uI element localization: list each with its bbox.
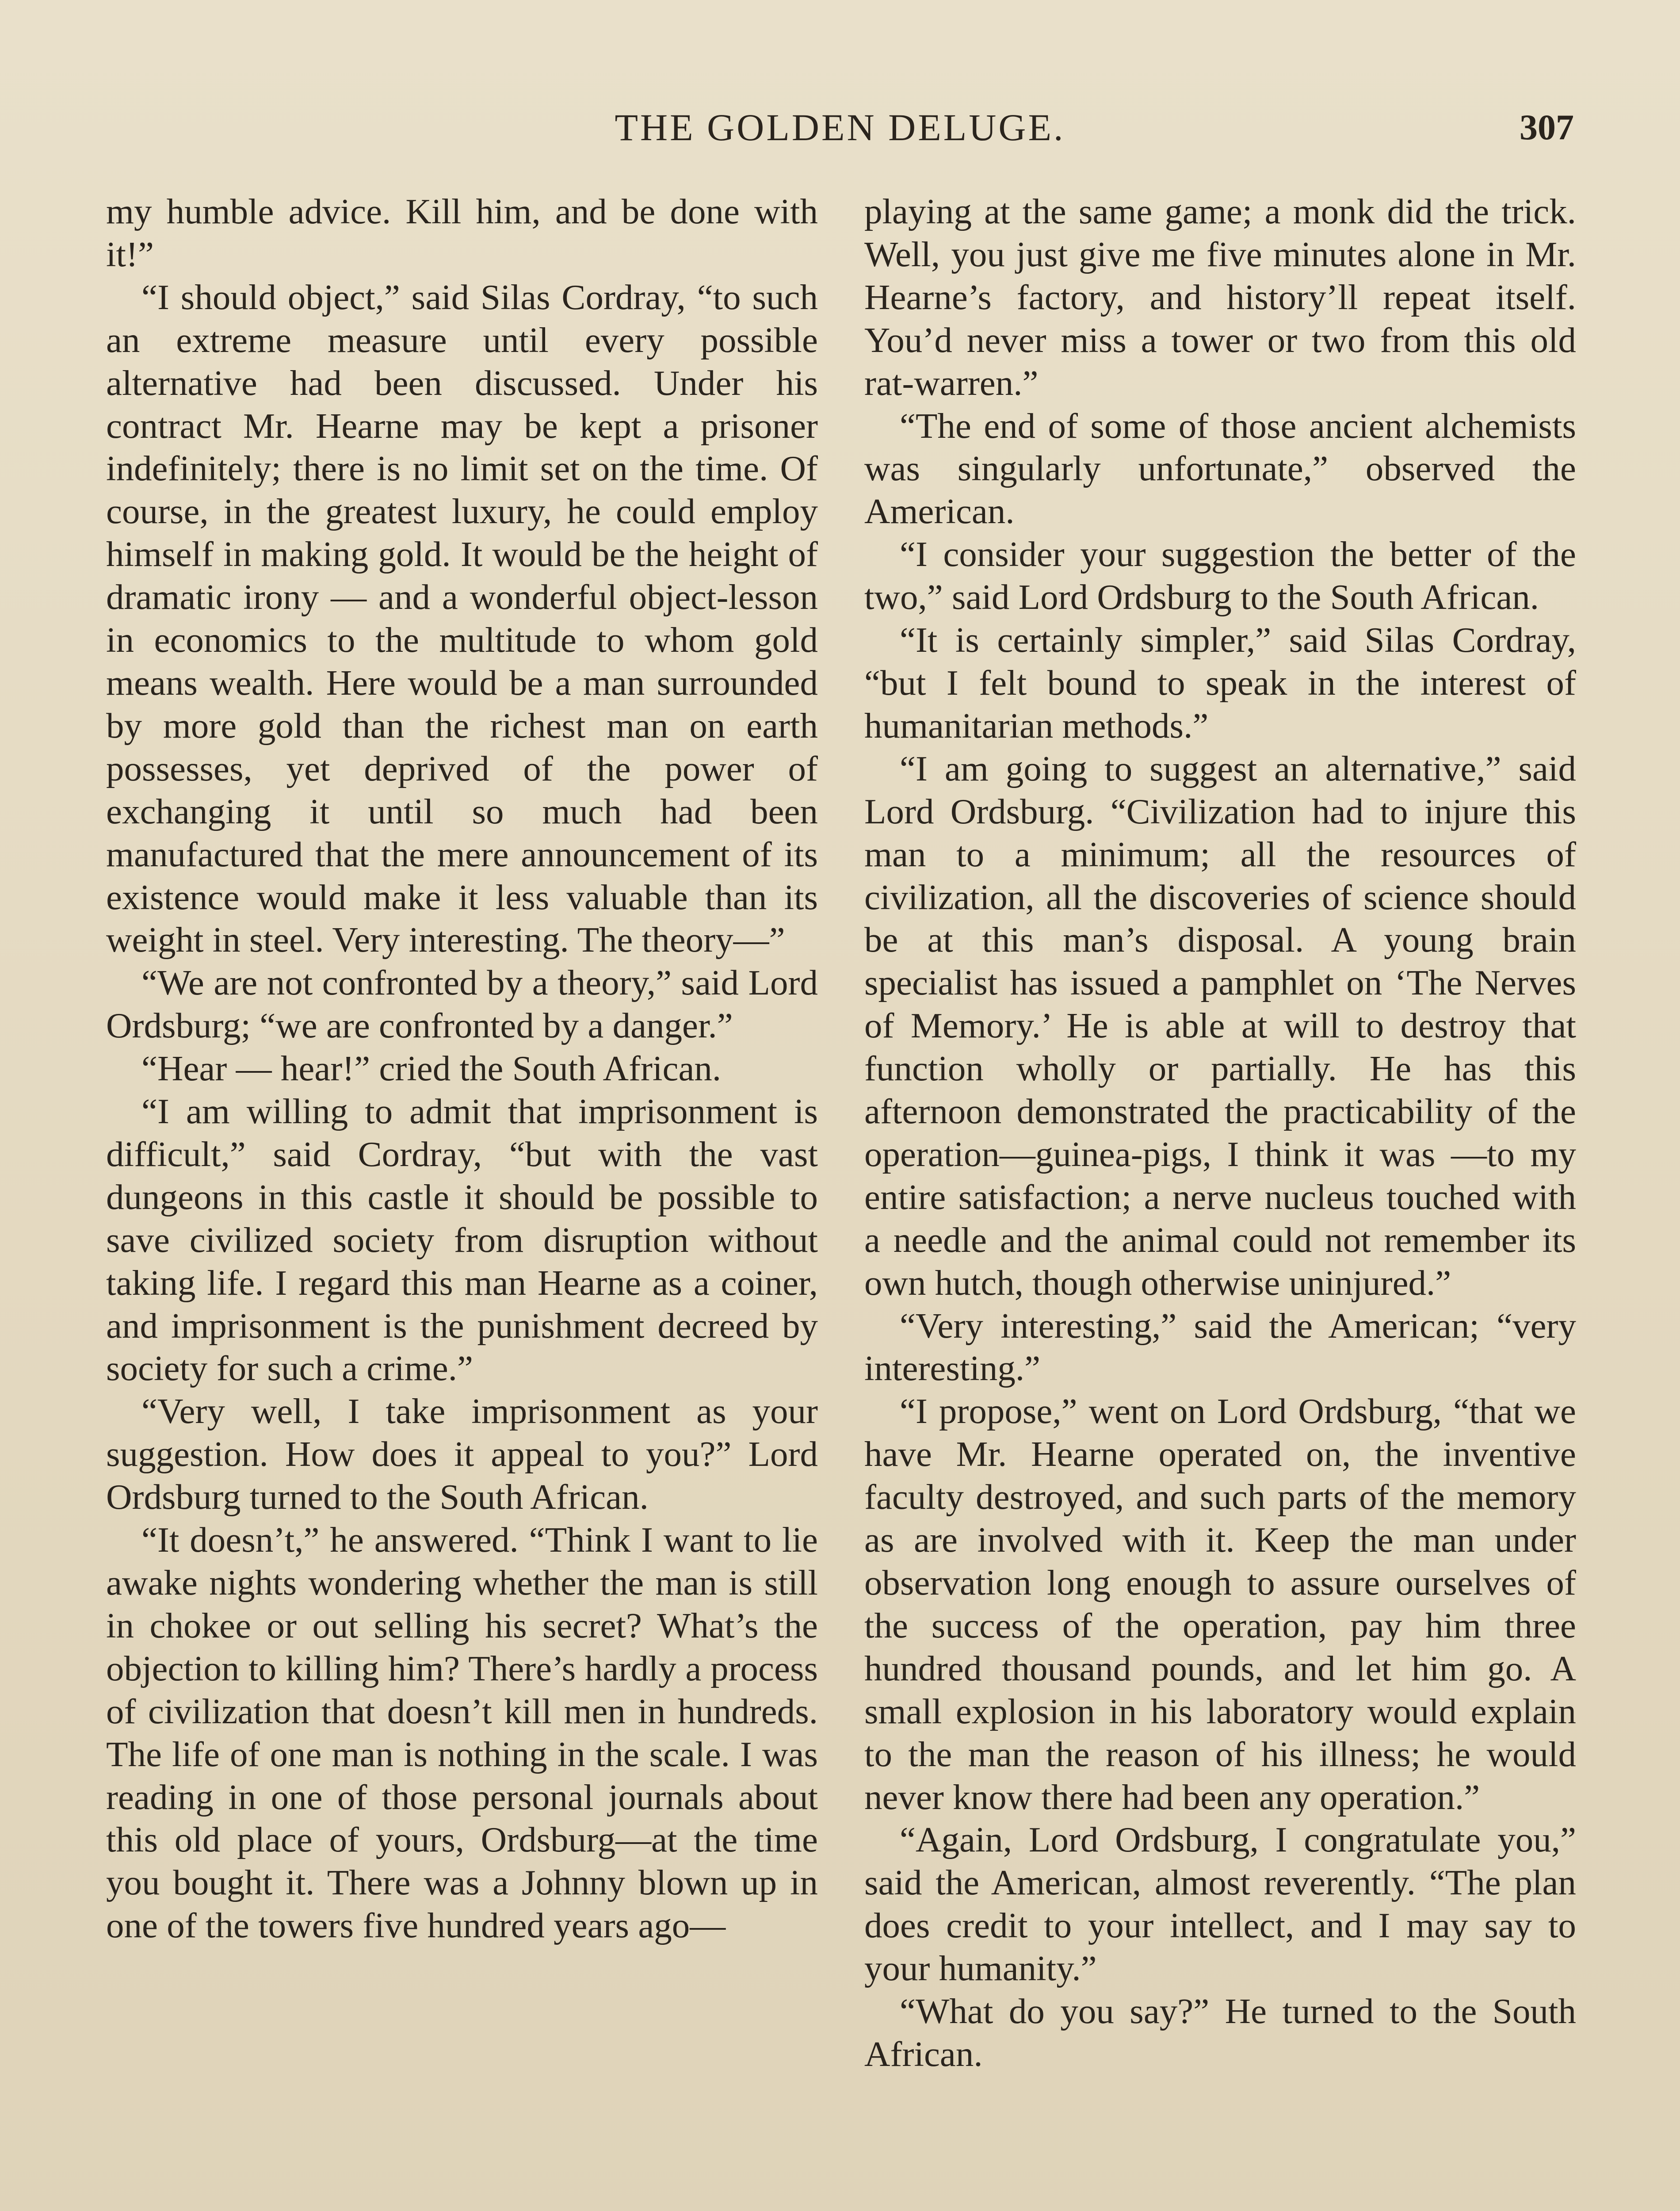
right-column (864, 190, 1576, 2076)
paragraph: “We are not confronted by a theory,” said Lord Ordsburg; “we are confronted by a danger.” (106, 963, 818, 1046)
page-number: 307 (1520, 107, 1574, 147)
paragraph: “What do you say?” He turned to the South African. (864, 1991, 1576, 2074)
paragraph: my humble advice. Kill him, and be done with it!” (106, 191, 818, 274)
page-header (106, 101, 1574, 154)
left-column (106, 190, 818, 1947)
paragraph: “Very well, I take imprisonment as your suggestion. How does it appeal to you?” Lord Ordsburg turned to the South African. (106, 1391, 818, 1517)
paragraph: “I should object,” said Silas Cordray, “to such an extreme measure until every possible alternative had been discussed. Under his contract Mr. Hearne may be kept a prisoner indefinitely; there is no limit set on the time. Of course, in the greatest luxury, he could employ himself in making gold. It would be the height of dramatic irony — and a wonderful object-lesson in economics to the multitude to whom gold means wealth. Here would be a man surrounded by more gold than the richest man on earth possesses, yet deprived of the power of exchanging it until so much had been manufactured that the mere announcement of its existence would make it less valuable than its weight in steel. Very interesting. The theory—” (106, 277, 818, 960)
paragraph: “It is certainly simpler,” said Silas Cordray, “but I felt bound to speak in the interest of humanitarian methods.” (864, 620, 1576, 746)
running-title: THE GOLDEN DELUGE. (615, 106, 1065, 149)
paragraph: “I propose,” went on Lord Ordsburg, “that we have Mr. Hearne operated on, the inventive faculty destroyed, and such parts of the memory as are involved with it. Keep the man under observation long enough to assure ourselves of the success of the operation, pay him three hundred thousand pounds, and let him go. A small explosion in his laboratory would explain to the man the reason of his illness; he would never know there had been any operation.” (864, 1391, 1576, 1817)
paragraph: “I consider your suggestion the better of the two,” said Lord Ordsburg to the South African. (864, 534, 1576, 617)
paragraph: “I am willing to admit that imprisonment is difficult,” said Cordray, “but with the vast dungeons in this castle it should be possible to save civilized society from disruption without taking life. I regard this man Hearne as a coiner, and imprisonment is the punishment decreed by society for such a crime.” (106, 1091, 818, 1389)
paragraph: “It doesn’t,” he answered. “Think I want to lie awake nights wondering whether the man is still in chokee or out selling his secret? What’s the objection to killing him? There’s hardly a process of civilization that doesn’t kill men in hundreds. The life of one man is nothing in the scale. I was reading in one of those personal journals about this old place of yours, Ordsburg—at the time you bought it. There was a Johnny blown up in one of the towers five hundred years ago— (106, 1520, 818, 1946)
paragraph: “Hear — hear!” cried the South African. (141, 1048, 722, 1089)
paragraph: “Very interesting,” said the American; “very interesting.” (864, 1305, 1576, 1389)
paragraph: playing at the same game; a monk did the trick. Well, you just give me five minutes alone in Mr. Hearne’s factory, and history’ll repeat itself. You’d never miss a tower or two from this old rat-warren.” (864, 191, 1576, 403)
paragraph: “The end of some of those ancient alchemists was singularly unfortunate,” observed the American. (864, 405, 1576, 532)
paragraph: “I am going to suggest an alternative,” said Lord Ordsburg. “Civilization had to injure this man to a minimum; all the resources of civilization, all the discoveries of science should be at this man’s disposal. A young brain specialist has issued a pamphlet on ‘The Nerves of Memory.’ He is able at will to destroy that function wholly or partially. He has this afternoon demonstrated the practicability of the operation—guinea-pigs, I think it was —to my entire satisfaction; a nerve nucleus touched with a needle and the animal could not remember its own hutch, though otherwise uninjured.” (864, 748, 1576, 1303)
paragraph: “Again, Lord Ordsburg, I congratulate you,” said the American, almost reverently. “The plan does credit to your intellect, and I may say to your humanity.” (864, 1820, 1576, 1989)
